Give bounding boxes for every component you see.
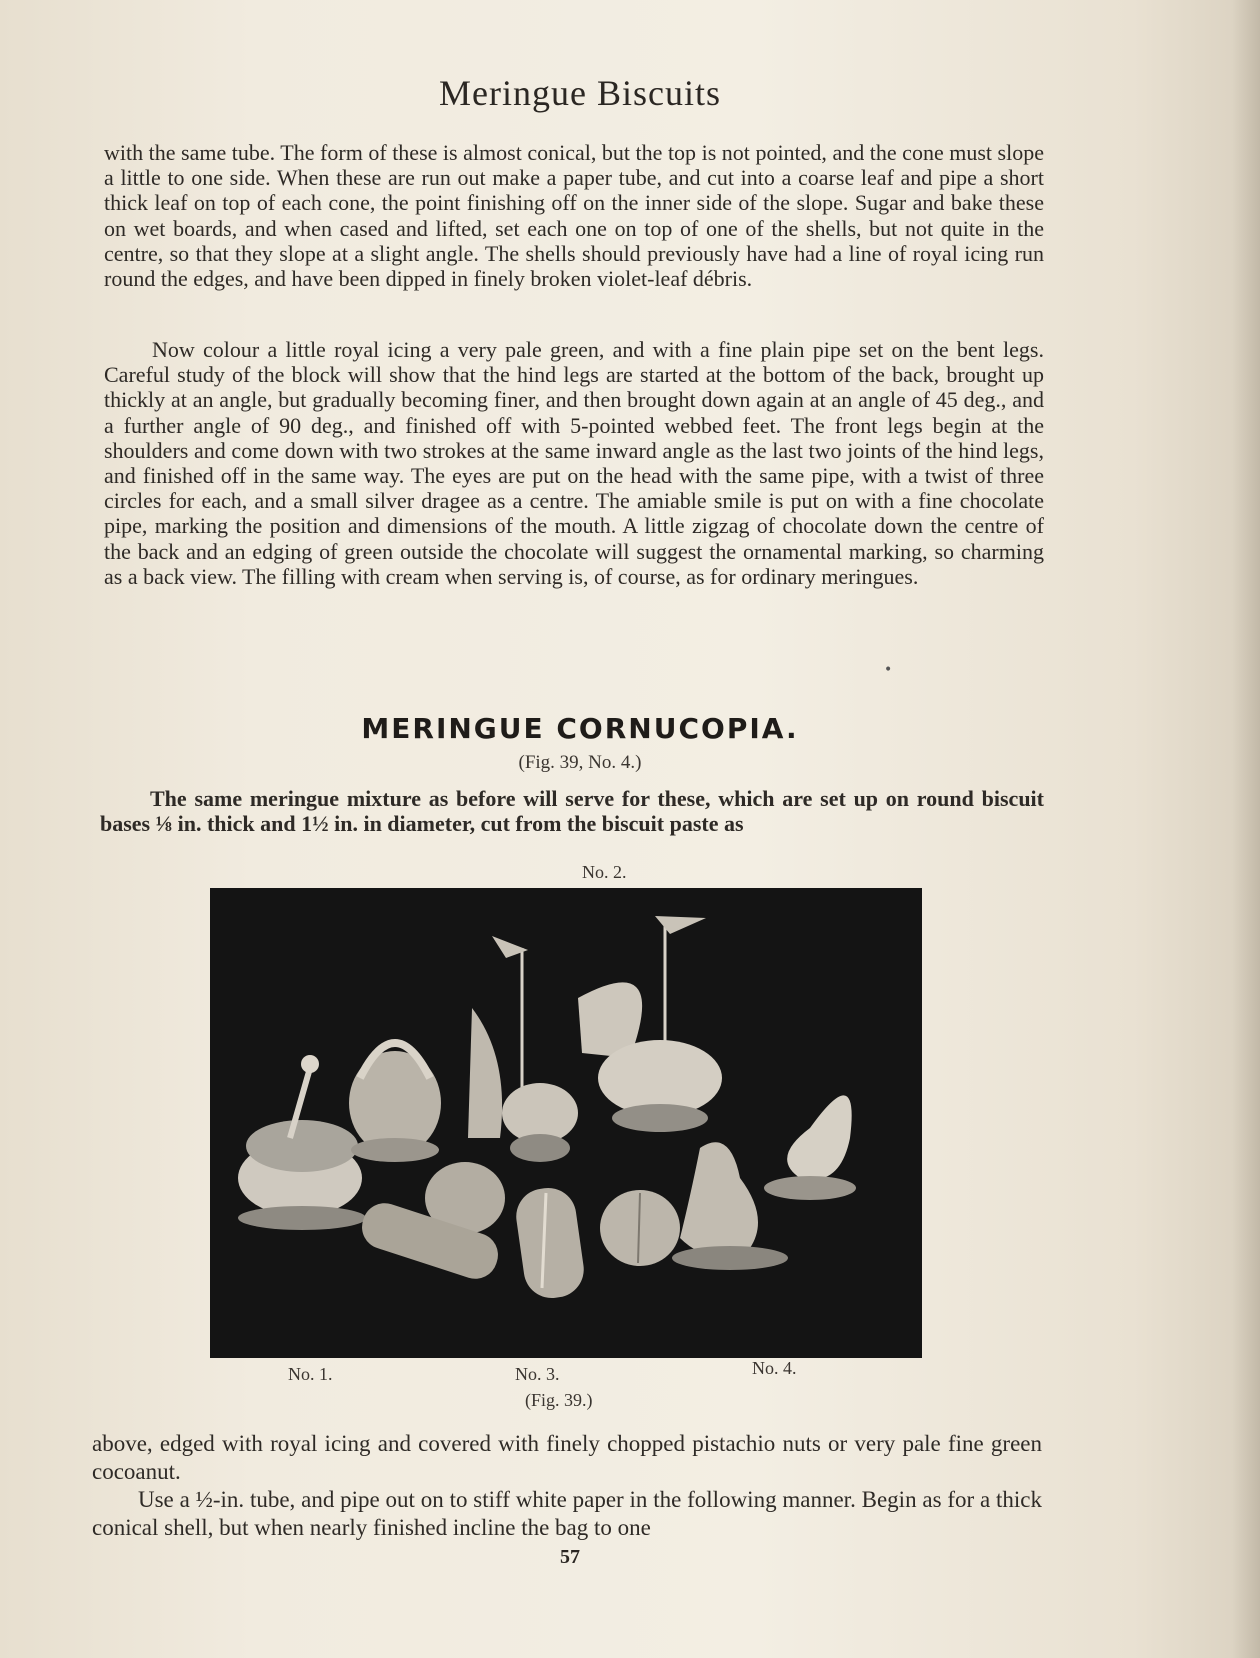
figure-label-no3: No. 3. — [515, 1364, 560, 1384]
page-edge-shadow — [1232, 0, 1260, 1658]
paragraph-4: above, edged with royal icing and covered with finely chopped pistachio nuts or very pale fine green cocoanut. — [92, 1431, 1042, 1484]
paragraph-5: Use a ½-in. tube, and pipe out on to stiff white paper in the following manner. Begin as for a thick conical shell, but when nearly finished incline the bag to one — [92, 1487, 1042, 1540]
page-number: 57 — [560, 1546, 580, 1568]
figure-label-no1: No. 1. — [288, 1364, 333, 1384]
figure-photo — [210, 888, 922, 1358]
figure-caption: (Fig. 39.) — [525, 1390, 593, 1410]
paragraph-2: Now colour a little royal icing a very pale green, and with a fine plain pipe set on the bent legs. Careful study of the block will show that the hind legs are started at the bottom of the back, brought up thickly at an angle, but gradually becoming finer, and then brought down again at an angle of 45 deg., and a further angle of 90 deg., and finished off with 5-pointed webbed feet. The front legs begin at the shoulders and come down with two strokes at the same inward angle as the last two joints of the hind legs, and finished off in the same way. The eyes are put on the head with the same pipe, with a twist of three circles for each, and a small silver dragee as a centre. The amiable smile is put on with a fine chocolate pipe, marking the position and dimensions of the mouth. A little zigzag of chocolate down the centre of the back and an edging of green outside the chocolate will suggest the ornamental marking, so charming as a back view. The filling with cream when serving is, of course, as for ordinary meringues. — [104, 337, 1044, 589]
meringue-photo-illustration — [210, 888, 922, 1358]
running-head: Meringue Biscuits — [439, 73, 721, 113]
figure-reference: (Fig. 39, No. 4.) — [518, 752, 642, 773]
figure-label-no4: No. 4. — [752, 1358, 797, 1378]
figure-label-no2: No. 2. — [582, 862, 627, 882]
section-title: MERINGUE CORNUCOPIA. — [361, 712, 799, 745]
paragraph-3: The same meringue mixture as before will serve for these, which are set up on round biscuit bases ⅛ in. thick and 1½ in. in diameter, cut from the biscuit paste as — [100, 786, 1044, 837]
paragraph-1: with the same tube. The form of these is almost conical, but the top is not pointed, and the cone must slope a little to one side. When these are run out make a paper tube, and cut into a coarse leaf and pipe a short thick leaf on top of each cone, the point finishing off on the inner side of the slope. Sugar and bake these on wet boards, and when cased and lifted, set each one on top of one of the shells, but not quite in the centre, so that they slope at a slight angle. The shells should previously have had a line of royal icing run round the edges, and have been dipped in finely broken violet-leaf débris. — [104, 140, 1044, 292]
print-speck: • — [884, 662, 893, 678]
